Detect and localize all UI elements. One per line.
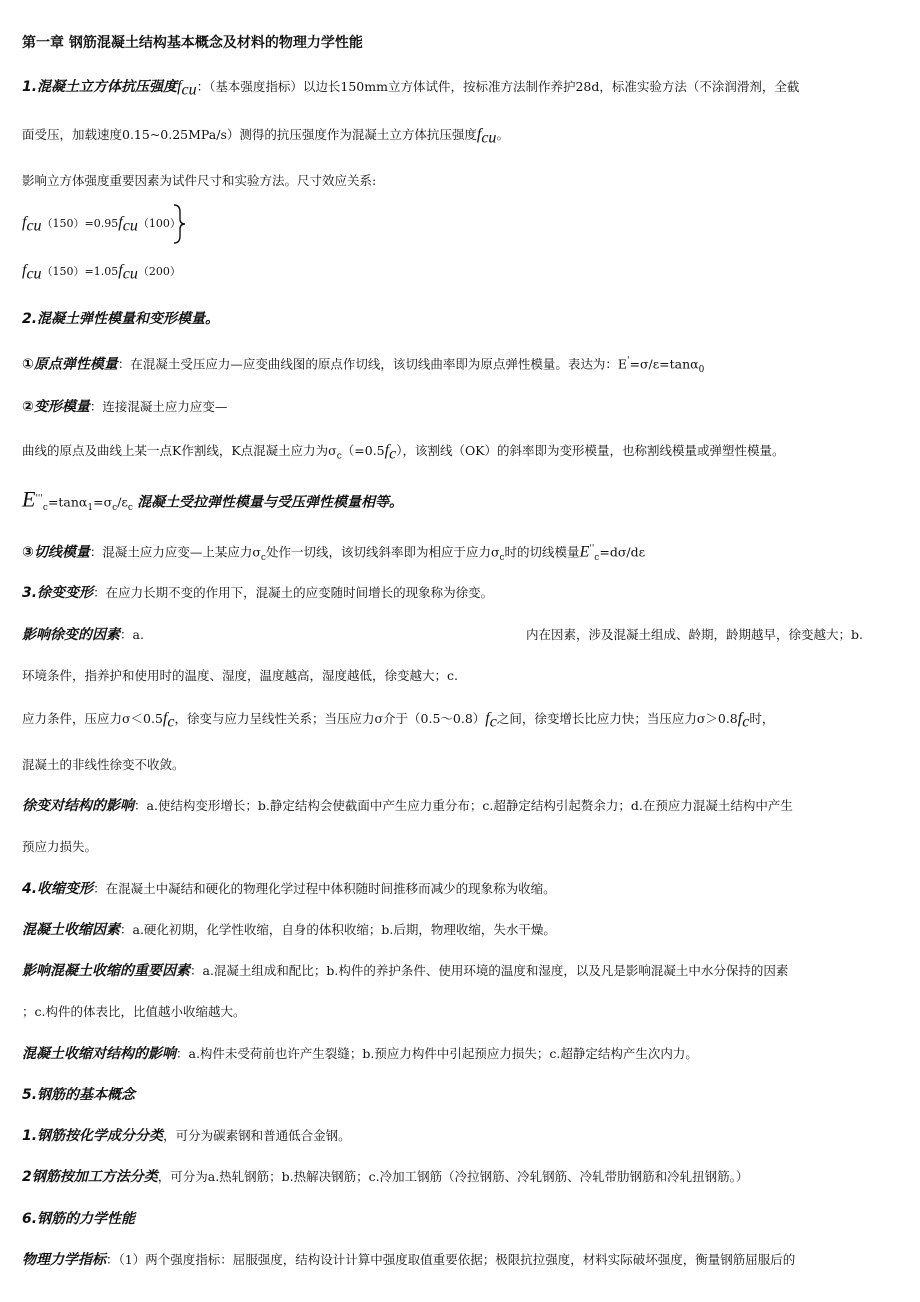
s3-factors-line3-c: 之间，徐变增长比应力快；当压应力σ＞0.8 — [496, 711, 738, 726]
formula1-part-b: （100） — [137, 217, 181, 230]
s2-p1-expr: =σ/ε=tanα — [629, 356, 699, 372]
formula2-f-b: f — [118, 262, 123, 279]
s1-text1: ：（基本强度指标）以边长150mm立方体试件，按标准方法制作养护28d，标准实验方法（不涂润滑剂，全截 — [196, 79, 800, 94]
formula1-sub-a: cu — [26, 217, 42, 235]
s2-p1-heading: ①原点弹性模量 — [22, 356, 118, 373]
formula1-sub-b: cu — [122, 217, 138, 235]
s3-effect-heading: 徐变对结构的影响 — [22, 798, 134, 814]
s2-p1-sup: ' — [627, 356, 630, 366]
s3-factors-line3-a: 应力条件，压应力σ＜0.5 — [22, 711, 163, 726]
s4-important-line2: ；c.构件的体表比，比值越小收缩越大。 — [22, 1004, 246, 1019]
s6-p1-text: ：（1）两个强度指标：屈服强度，结构设计计算中强度取值重要依据；极限抗拉强度，材料实际破坏强度，衡量钢筋屈服后的 — [106, 1252, 796, 1267]
fc-symbol-b: f — [485, 710, 490, 727]
s3-def — [22, 584, 493, 603]
s4-important — [22, 962, 788, 981]
s3-factors-line2: 环境条件，指养护和使用时的温度、湿度，温度越高，湿度越低，徐变越大；c. — [22, 668, 458, 683]
s5-p2-heading: 2钢筋按加工方法分类 — [22, 1169, 158, 1185]
s2-p1-sub: 0 — [698, 364, 705, 375]
formula-line-1 — [22, 214, 181, 236]
s6-p1-heading: 物理力学指标 — [22, 1252, 106, 1268]
formula1-f-b: f — [118, 214, 123, 231]
s2-p2-text: ：连接混凝土应力应变— — [89, 399, 228, 414]
s2-p3-expr: =dσ/dε — [599, 544, 646, 560]
s3-factors-line4: 混凝土的非线性徐变不收敛。 — [22, 757, 185, 772]
ec-expr-sub3: c — [127, 502, 133, 513]
s1-line2 — [22, 126, 509, 148]
s3-factors-b: 内在因素，涉及混凝土组成、龄期，龄期越早，徐变越大；b. — [526, 627, 863, 642]
s2-p1 — [22, 352, 704, 379]
fc-subscript: c — [389, 445, 397, 463]
fc-sub-b: c — [489, 713, 497, 731]
s3-text: ：在应力长期不变的作用下，混凝土的应变随时间增长的现象称为徐变。 — [93, 585, 494, 600]
s2-p2 — [22, 398, 227, 417]
formula2-sub-b: cu — [122, 265, 138, 283]
formula2-part-a: （150）=1.05 — [41, 265, 119, 278]
s5-p1-text: ，可分为碳素钢和普通低合金钢。 — [163, 1128, 351, 1143]
ec-expr-sub1: 1 — [87, 502, 94, 513]
s5-p2 — [22, 1168, 748, 1187]
s4-effect-heading: 混凝土收缩对结构的影响 — [22, 1046, 176, 1062]
s2-p2-heading: ②变形模量 — [22, 399, 90, 415]
size-effect-text: 影响立方体强度重要因素为试件尺寸和实验方法。尺寸效应关系: — [22, 173, 377, 188]
et-symbol: E — [579, 543, 590, 561]
fc-symbol-a: f — [162, 710, 168, 727]
s4-effect-text: ：a.构件未受荷前也许产生裂缝；b.预应力构件中引起预应力损失；c.超静定结构产生次内力。 — [176, 1046, 698, 1061]
formula-line-2 — [22, 262, 181, 284]
chapter-title: 第一章 钢筋混凝土结构基本概念及材料的物理力学性能 — [22, 35, 363, 51]
s2-p3-sub2: c — [499, 552, 505, 563]
fcu-symbol-2: f — [476, 126, 482, 143]
s2-p1-text: ：在混凝土受压应力—应变曲线图的原点作切线，该切线曲率即为原点弹性模量。表达为：E — [117, 356, 627, 372]
s6-p1 — [22, 1251, 795, 1270]
fc-sub-a: c — [167, 713, 175, 731]
s2-p2-line2-a: 曲线的原点及曲线上某一点K作割线，K点混凝土应力为σ — [22, 443, 337, 458]
s4-important-text: ：a.混凝土组成和配比；b.构件的养护条件、使用环境的温度和湿度，以及凡是影响混凝土中水分保持的因素 — [190, 963, 789, 978]
s5-p1-heading: 1.钢筋按化学成分分类 — [22, 1128, 164, 1144]
s4-factors — [22, 921, 556, 940]
s2-p3 — [22, 540, 645, 567]
s6-heading: 6.钢筋的力学性能 — [22, 1211, 136, 1227]
fc-sub-c: c — [742, 713, 750, 731]
s3-factors-line3-d: 时， — [749, 711, 775, 726]
ec-expr-b: =σ — [93, 494, 113, 510]
ec-note: 混凝土受拉弹性模量与受压弹性模量相等。 — [137, 494, 404, 511]
s4-factors-text: ：a.硬化初期，化学性收缩，自身的体积收缩；b.后期，物理收缩，失水干燥。 — [120, 922, 556, 937]
s2-p3-text-c: 时的切线模量 — [504, 544, 580, 560]
s2-p3-sub1: c — [260, 552, 266, 563]
s3-factors-heading: 影响徐变的因素 — [22, 627, 120, 643]
s3-factors-line1 — [22, 626, 144, 645]
s2-p3-text-b: 处作一切线，该切线斜率即为相应于应力σ — [265, 544, 500, 560]
s2-p2-line2-c: ），该割线（OK）的斜率即为变形模量，也称割线模量或弹塑性模量。 — [396, 443, 785, 458]
ec-expr-sub2: c — [112, 502, 118, 513]
s4-factors-heading: 混凝土收缩因素 — [22, 922, 120, 938]
s4-text: ：在混凝土中凝结和硬化的物理化学过程中体积随时间推移而减少的现象称为收缩。 — [93, 881, 556, 896]
s2-p2-line2 — [22, 442, 785, 466]
s1-line1 — [22, 78, 799, 100]
s1-heading: 1.混凝土立方体抗压强度 — [22, 79, 178, 95]
s4-effect — [22, 1045, 698, 1064]
formula2-sub-a: cu — [26, 265, 42, 283]
fc-symbol-c: f — [737, 710, 743, 727]
formula1-f-a: f — [22, 214, 27, 231]
s2-heading: 2.混凝土弹性模量和变形模量。 — [22, 311, 220, 327]
ec-expr-a: =tanα — [47, 494, 88, 510]
s3-factors-line3 — [22, 710, 774, 732]
s5-p1 — [22, 1127, 351, 1146]
fc-symbol: f — [384, 442, 390, 459]
et-sup: '' — [589, 544, 595, 554]
ec-formula-line — [22, 486, 404, 517]
ec-expr-c: /ε — [117, 494, 128, 510]
s5-heading: 5.钢筋的基本概念 — [22, 1087, 136, 1103]
ec-symbol: E — [22, 486, 36, 512]
s4-heading: 4.收缩变形 — [22, 881, 94, 897]
ec-sup: ''' — [35, 494, 43, 504]
fcu-subscript-2: cu — [481, 129, 497, 147]
s3-effect — [22, 797, 793, 816]
s3-factors-line3-b: ，徐变与应力呈线性关系；当压应力σ介于（0.5～0.8） — [174, 711, 486, 726]
s3-effect-line2: 预应力损失。 — [22, 839, 98, 854]
s1-text2: 面受压，加载速度0.15~0.25MPa/s）测得的抗压强度作为混凝土立方体抗压强度 — [22, 127, 477, 142]
s1-end: 。 — [496, 127, 509, 142]
formula1-part-a: （150）=0.95 — [41, 217, 119, 230]
fcu-subscript: cu — [181, 81, 197, 99]
fcu-symbol: f — [177, 78, 182, 95]
s3-heading: 3.徐变变形 — [22, 585, 94, 601]
right-brace-icon — [172, 204, 186, 244]
s2-p2-line2-sub: c — [336, 451, 342, 462]
s2-p2-line2-b: （=0.5 — [341, 443, 385, 458]
s3-factors-a: ：a. — [120, 627, 144, 642]
s4-important-heading: 影响混凝土收缩的重要因素 — [22, 963, 190, 979]
s2-p3-heading: ③切线模量 — [22, 544, 90, 561]
s4-def — [22, 880, 556, 899]
ec-sub: c — [42, 502, 48, 513]
formula2-part-b: （200） — [137, 265, 181, 278]
formula2-f-a: f — [22, 262, 27, 279]
s3-effect-text: ：a.使结构变形增长；b.静定结构会使截面中产生应力重分布；c.超静定结构引起赘余力；d.在预应力混凝土结构中产生 — [134, 798, 793, 813]
et-sub: c — [594, 552, 600, 563]
s5-p2-text: ，可分为a.热轧钢筋；b.热解决钢筋；c.冷加工钢筋（冷拉钢筋、冷轧钢筋、冷轧带肋钢筋和冷轧扭钢筋。） — [157, 1169, 749, 1184]
s2-p3-text-a: ：混凝土应力应变—上某应力σ — [89, 544, 261, 560]
